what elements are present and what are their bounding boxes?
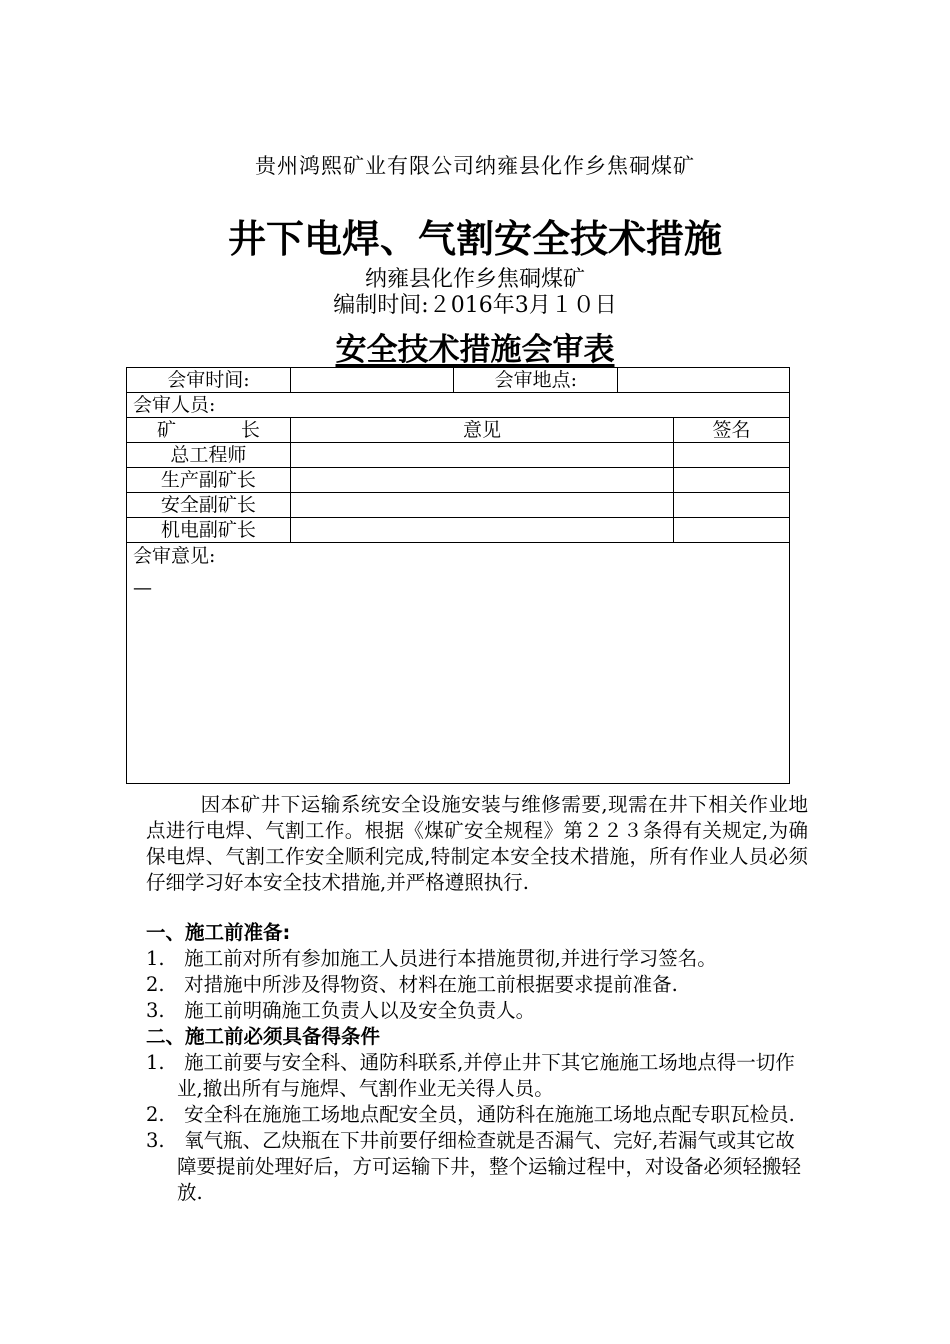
role-electromechanical-deputy: 机电副矿长 <box>127 518 291 543</box>
signature-cell <box>674 493 790 518</box>
intro-paragraph: 因本矿井下运输系统安全设施安装与维修需要,现需在井下相关作业地点进行电焊、气割工作。根据《煤矿安全规程》第２２３条得有关规定,为确保电焊、气割工作安全顺利完成,特制定本安全技术措施，所有作业人员必须仔细学习好本安全技术措施,并严格遵照执行. <box>146 793 808 894</box>
review-table-title <box>0 324 950 369</box>
table-row <box>127 393 790 418</box>
role-safety-deputy: 安全副矿长 <box>127 493 291 518</box>
review-opinion-box <box>127 543 790 784</box>
review-opinion-dash: — <box>133 577 152 599</box>
table-row <box>127 518 790 543</box>
preparation-list <box>146 946 808 1024</box>
signature-cell <box>674 468 790 493</box>
review-table <box>126 367 790 784</box>
review-people-label: 会审人员: <box>127 393 790 418</box>
review-time-value <box>290 368 454 393</box>
table-row <box>127 368 790 393</box>
section-heading-conditions: 二、施工前必须具备得条件 <box>146 1025 381 1048</box>
mine-name: 纳雍县化作乡焦硐煤矿 <box>364 267 585 292</box>
opinion-cell <box>290 493 673 518</box>
conditions-list <box>146 1050 808 1206</box>
table-row <box>127 418 790 443</box>
list-item: 3. 施工前明确施工负责人以及安全负责人。 <box>146 999 536 1022</box>
role-chief-engineer: 总工程师 <box>127 443 291 468</box>
review-place-value <box>618 368 790 393</box>
list-item: 1. 施工前对所有参加施工人员进行本措施贯彻,并进行学习签名。 <box>146 947 717 970</box>
list-item: 2. 对措施中所涉及得物资、材料在施工前根据要求提前准备. <box>146 973 678 996</box>
column-header-role: 矿长 <box>127 418 291 443</box>
list-item: 2. 安全科在施施工场地点配安全员，通防科在施施工场地点配专职瓦检员. <box>146 1103 795 1126</box>
opinion-cell <box>290 518 673 543</box>
document-title: 井下电焊、气割安全技术措施 <box>227 217 722 261</box>
table-row <box>127 493 790 518</box>
sections <box>146 920 808 1206</box>
compile-date: 编制时间:２016年3月１０日 <box>333 293 617 318</box>
table-row <box>127 543 790 784</box>
table-row <box>127 443 790 468</box>
table-row <box>127 468 790 493</box>
signature-cell <box>674 443 790 468</box>
column-header-opinion: 意见 <box>290 418 673 443</box>
column-header-signature: 签名 <box>674 418 790 443</box>
review-place-label: 会审地点: <box>454 368 618 393</box>
signature-cell <box>674 518 790 543</box>
opinion-cell <box>290 468 673 493</box>
role-production-deputy: 生产副矿长 <box>127 468 291 493</box>
opinion-cell <box>290 443 673 468</box>
list-item: 3. 氧气瓶、乙炔瓶在下井前要仔细检查就是否漏气、完好,若漏气或其它故障要提前处理好后，方可运输下井，整个运输过程中，对设备必须轻搬轻放. <box>146 1129 802 1204</box>
review-table-title-text: 安全技术措施会审表 <box>335 332 615 368</box>
review-opinion-label: 会审意见: <box>133 545 216 567</box>
review-time-label: 会审时间: <box>127 368 291 393</box>
company-name: 贵州鸿熙矿业有限公司纳雍县化作乡焦硐煤矿 <box>255 154 695 178</box>
list-item: 1. 施工前要与安全科、通防科联系,并停止井下其它施施工场地点得一切作业,撤出所有与施焊、气割作业无关得人员。 <box>146 1051 795 1100</box>
section-heading-preparation: 一、施工前准备: <box>146 921 291 944</box>
